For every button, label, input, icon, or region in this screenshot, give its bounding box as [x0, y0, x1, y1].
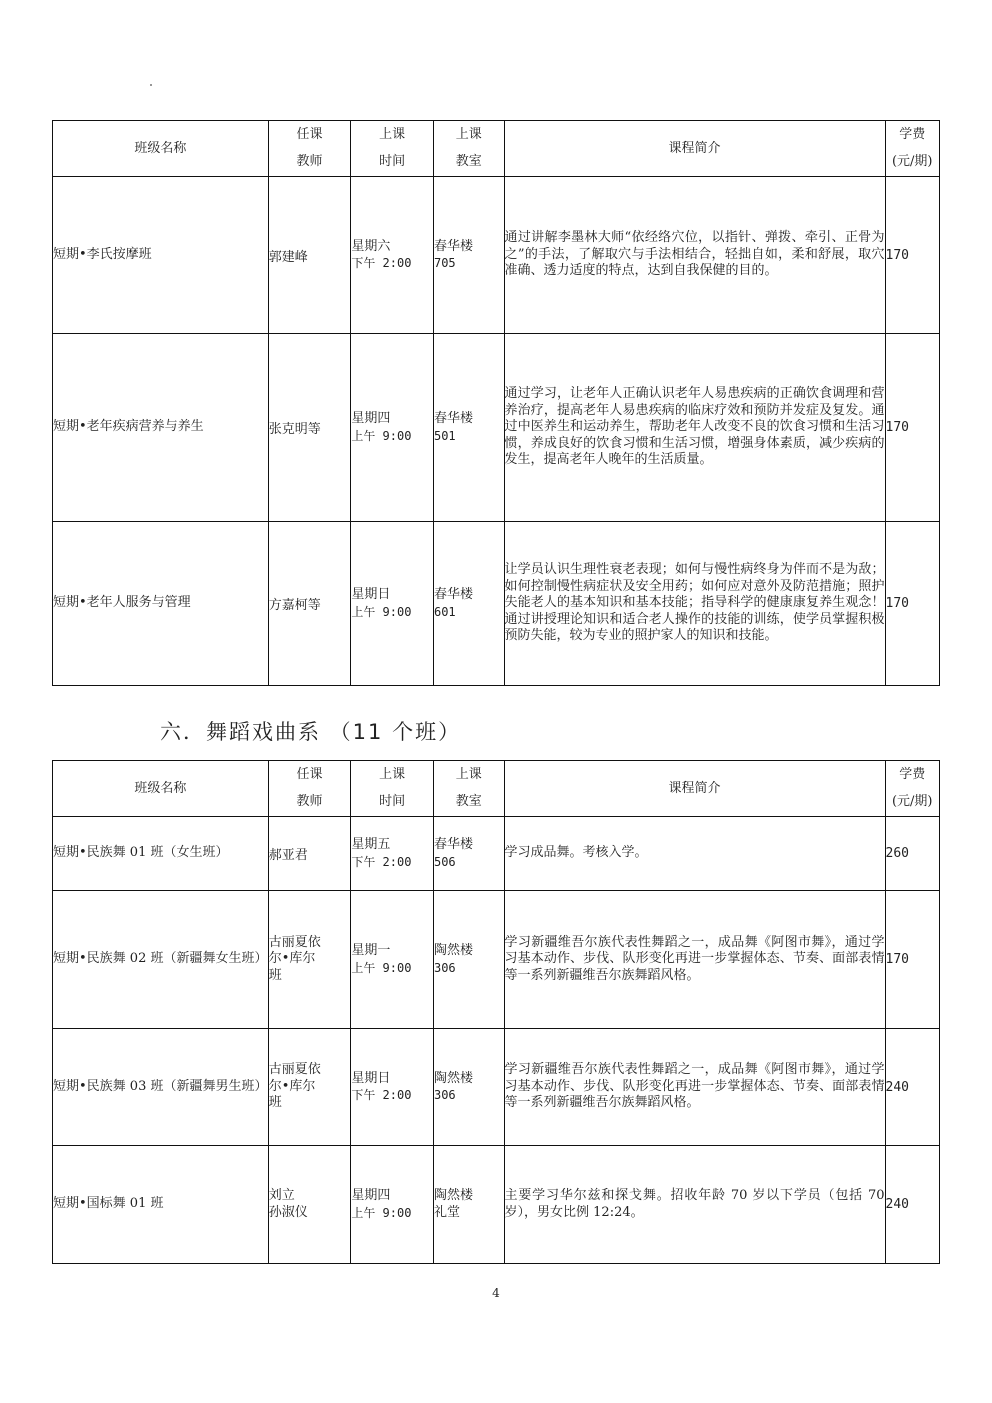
course-table-health: [52, 120, 940, 686]
class-time: 星期六 下午 2:00: [351, 177, 434, 334]
header-class-name: 班级名称: [53, 761, 269, 817]
teacher-name: 方嘉柯等: [268, 522, 351, 686]
course-description: 通过讲解李墨林大师“依经络穴位，以指针、弹拨、牵引、正骨为之”的手法，了解取穴与手法相结合，轻拙自如，柔和舒展，取穴准确、透力适度的特点，达到自我保健的目的。: [504, 177, 885, 334]
table-row: [53, 1029, 940, 1146]
course-description: 通过学习，让老年人正确认识老年人易患疾病的正确饮食调理和营养治疗，提高老年人易患疾病的临床疗效和预防并发症及复发。通过中医养生和运动养生，帮助老年人改变不良的饮食习惯和生活习惯，养成良好的饮食习惯和生活习惯，增强身体素质，减少疾病的发生，提高老年人晚年的生活质量。: [504, 334, 885, 522]
header-teacher: 任课 教师: [268, 121, 351, 177]
table-header-row: [53, 121, 940, 177]
tuition-fee: 170: [885, 522, 939, 686]
table-row: [53, 891, 940, 1029]
classroom: 春华楼 501: [433, 334, 504, 522]
table-row: [53, 334, 940, 522]
header-description: 课程简介: [504, 761, 885, 817]
classroom: 春华楼 601: [433, 522, 504, 686]
header-teacher: 任课 教师: [268, 761, 351, 817]
stray-dot: [150, 84, 152, 86]
page-number: 4: [492, 1286, 500, 1300]
teacher-name: 刘立 孙淑仪: [268, 1146, 351, 1264]
teacher-name: 郭建峰: [268, 177, 351, 334]
class-name: 短期•国标舞 01 班: [53, 1146, 269, 1264]
classroom: 春华楼 705: [433, 177, 504, 334]
header-room: 上课 教室: [433, 761, 504, 817]
tuition-fee: 170: [885, 334, 939, 522]
class-name: 短期•民族舞 03 班（新疆舞男生班）: [53, 1029, 269, 1146]
classroom: 春华楼 506: [433, 817, 504, 891]
class-time: 星期日 上午 9:00: [351, 522, 434, 686]
class-name: 短期•老年人服务与管理: [53, 522, 269, 686]
class-time: 星期五 下午 2:00: [351, 817, 434, 891]
class-time: 星期一 上午 9:00: [351, 891, 434, 1029]
table-row: [53, 522, 940, 686]
class-name: 短期•李氏按摩班: [53, 177, 269, 334]
teacher-name: 古丽夏依 尔•库尔 班: [268, 1029, 351, 1146]
tuition-fee: 240: [885, 1146, 939, 1264]
tuition-fee: 260: [885, 817, 939, 891]
tuition-fee: 170: [885, 891, 939, 1029]
table-row: [53, 177, 940, 334]
class-name: 短期•老年疾病营养与养生: [53, 334, 269, 522]
header-fee: 学费 (元/期): [885, 121, 939, 177]
course-description: 让学员认识生理性衰老表现；如何与慢性病终身为伴而不是为敌；如何控制慢性病症状及安全用药；如何应对意外及防范措施；照护失能老人的基本知识和基本技能；指导科学的健康康复养生观念！通过讲授理论知识和适合老人操作的技能的训练，使学员掌握积极预防失能，较为专业的照护家人的知识和技能。: [504, 522, 885, 686]
section-title: 六．舞蹈戏曲系 （11 个班）: [160, 720, 462, 744]
header-room: 上课 教室: [433, 121, 504, 177]
table-row: [53, 1146, 940, 1264]
teacher-name: 古丽夏依 尔•库尔 班: [268, 891, 351, 1029]
header-class-name: 班级名称: [53, 121, 269, 177]
tuition-fee: 240: [885, 1029, 939, 1146]
header-time: 上课 时间: [351, 761, 434, 817]
course-description: 学习新疆维吾尔族代表性舞蹈之一，成品舞《阿图市舞》，通过学习基本动作、步伐、队形变化再进一步掌握体态、节奏、面部表情等一系列新疆维吾尔族舞蹈风格。: [504, 1029, 885, 1146]
table-row: [53, 817, 940, 891]
class-time: 星期四 上午 9:00: [351, 1146, 434, 1264]
classroom: 陶然楼 306: [433, 1029, 504, 1146]
class-name: 短期•民族舞 02 班（新疆舞女生班）: [53, 891, 269, 1029]
classroom: 陶然楼 306: [433, 891, 504, 1029]
course-description: 主要学习华尔兹和探戈舞。招收年龄 70 岁以下学员（包括 70 岁），男女比例 12:24。: [504, 1146, 885, 1264]
course-table-dance: [52, 760, 940, 1264]
classroom: 陶然楼 礼堂: [433, 1146, 504, 1264]
course-description: 学习成品舞。考核入学。: [504, 817, 885, 891]
header-fee: 学费 (元/期): [885, 761, 939, 817]
tuition-fee: 170: [885, 177, 939, 334]
course-description: 学习新疆维吾尔族代表性舞蹈之一，成品舞《阿图市舞》，通过学习基本动作、步伐、队形变化再进一步掌握体态、节奏、面部表情等一系列新疆维吾尔族舞蹈风格。: [504, 891, 885, 1029]
teacher-name: 郝亚君: [268, 817, 351, 891]
class-time: 星期四 上午 9:00: [351, 334, 434, 522]
class-time: 星期日 下午 2:00: [351, 1029, 434, 1146]
header-description: 课程简介: [504, 121, 885, 177]
table-header-row: [53, 761, 940, 817]
teacher-name: 张克明等: [268, 334, 351, 522]
header-time: 上课 时间: [351, 121, 434, 177]
class-name: 短期•民族舞 01 班（女生班）: [53, 817, 269, 891]
